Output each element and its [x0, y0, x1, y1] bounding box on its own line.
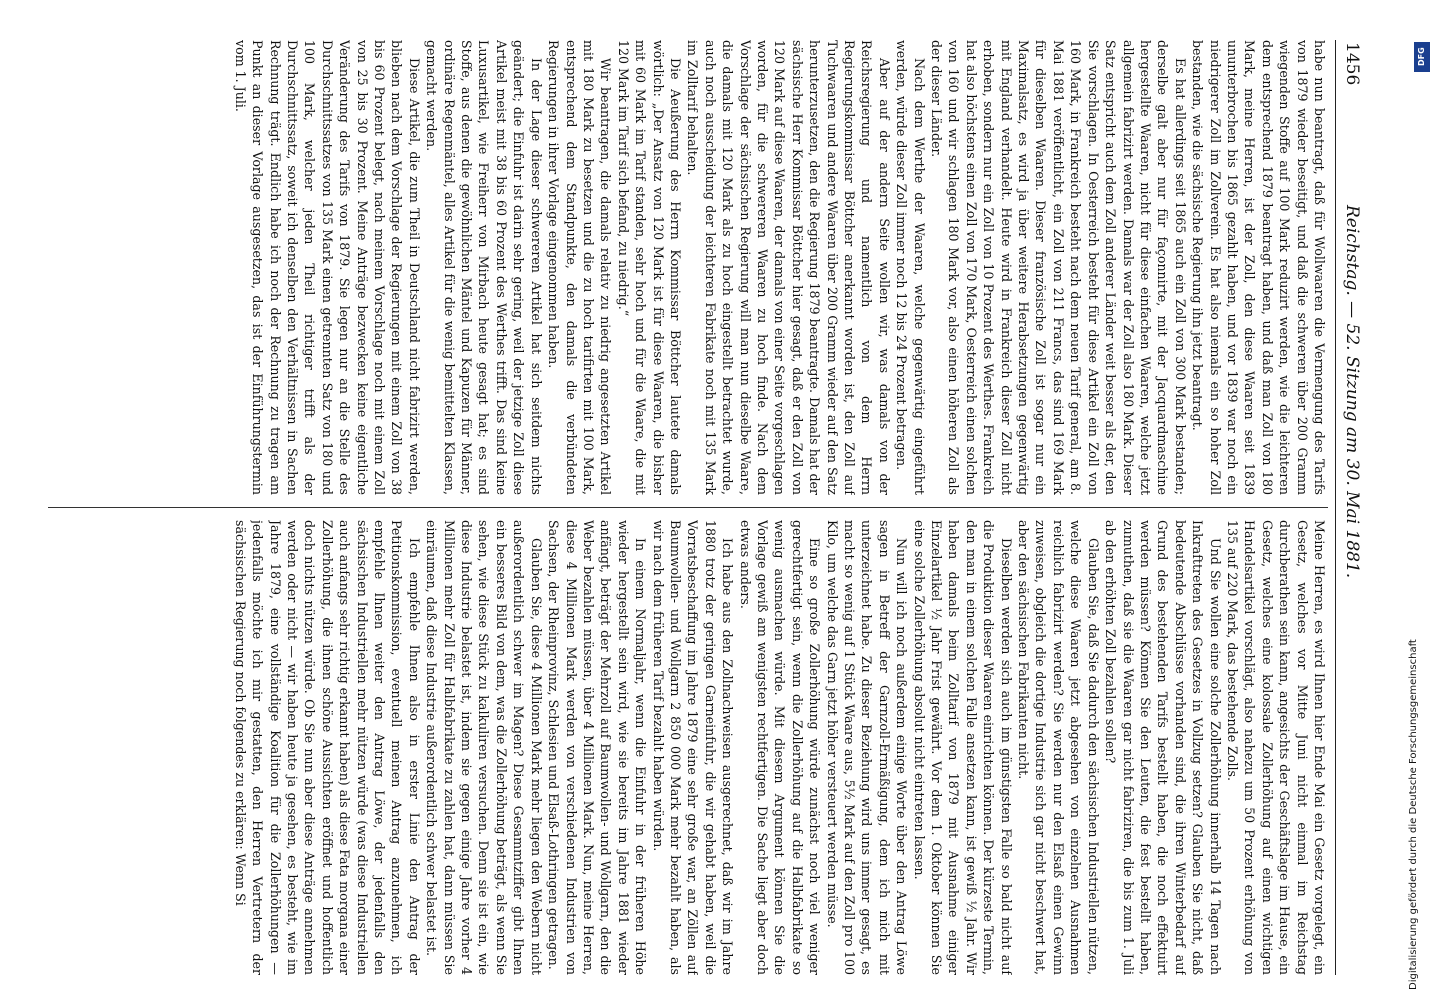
paragraph: Glauben Sie, daß Sie dadurch den sächsischen Industriellen nützen, welche diese Waaren jetzt abgesehen von einzelnen Ausnahmen reichlich fabrizirt werden? Sie werden nur den Elsaß einen Gewinn zuweisen, obgleich die dortige Industrie sich gar nicht beschwert hat, aber den sächsischen Fabrikanten nicht. — [1016, 520, 1101, 975]
paragraph: Ich habe aus den Zollnachweisen ausgerechnet, daß wir im Jahre 1880 trotz der geringen Garneinfuhr, die wir gehabt haben, weil die Vorratsbeschaffung im Jahre 1879 eine sehr große war, an Zöllen auf Baumwollen- und Wollgarn 2 850 000 Mark mehr bezahlt haben, als wir nach dem früheren Tarif bezahlt haben würden. — [650, 520, 736, 975]
header-rule — [1335, 40, 1336, 975]
column-divider — [48, 507, 1328, 508]
paragraph: Ich empfehle Ihnen also in erster Linie den Antrag der Petitionskommission, eventuell meinen Antrag anzunehmen, ich empfehle Ihnen weiter den Antrag Löwe, der jedenfalls den sächsischen Industriellen mehr nützen würde (was diese Industriellen auch anfangs sehr richtig erkannt haben) als diese Fata morgana einer Zollerhöhung, die ihnen schöne Aussichten eröffnet und hoffentlich doch nichts nützen würde. Ob Sie nun aber diese Anträge annehmen werden oder nicht — wir haben heute ja gesehen, es besteht, wie im Jahre 1879, eine vollständige Koalition für die Zollerhöhungen — jedenfalls möchte ich mir gestatten, den Herren Vertretern der sächsischen Regierung noch folgendes zu erklären: Wenn Si — [232, 520, 422, 975]
paragraph: Es hat allerdings seit 1865 auch ein Zoll von 300 Mark bestanden; derselbe galt aber nur für façonnirte, mit der Jacquardmaschine hergestellte Waaren, nicht für diese einfachen Waaren, welche jetzt allgemein fabrizirt werden. Damals war der Zoll also 180 Mark. Dieser Satz entspricht auch dem Zoll anderer Länder weit besser als der, den Sie vorschlagen. In Oesterreich besteht für diese Artikel ein Zoll von 160 Mark, in Frankreich besteht nach dem neuen Tarif general, am 8. Mai 1881 veröffentlicht, ein Zoll von 211 Francs, das sind 169 Mark für dieselben Waaren. Dieser französische Zoll ist sogar nur ein Maximalsatz, es wird ja über weitere Herabsetzungen gegenwärtig mit England verhandelt. Heute wird in Frankreich dieser Zoll nicht erhoben, sondern nur ein Zoll von 10 Prozent des Werthes. Frankreich hat also höchstens einen Zoll von 170 Mark, Oesterreich einen solchen von 160 und wir schlagen 180 Mark vor, also einen höheren Zoll als der dieser Länder. — [929, 40, 1188, 495]
paragraph: In einem Normaljahr, wenn die Einfuhr in der früheren Höhe wieder hergestellt sein wird, wie sie bereits im Jahre 1881 wieder anfängt, beträgt der Mehrzoll auf Baumwollen- und Wollgarn, den die Weber bezahlen müssen, über 4 Millionen Mark. Nun, meine Herren, diese 4 Millionen Mark werden von verschiedenen Industrien von Sachsen, der Rheinprovinz, Schlesien und Elsaß-Lothringen getragen. — [546, 520, 649, 975]
paragraph: Wir beantragen, die damals relativ zu niedrig angesetzten Artikel mit 180 Mark zu besetzen und die zu hoch tarifirten mit 100 Mark, entsprechend dem Standpunkte, den damals die verbündeten Regierungen in ihrer Vorlage eingenommen haben. — [546, 40, 614, 495]
paragraph: Und Sie wollen eine solche Zollerhöhung innerhalb 14 Tagen nach Inkrafttreten des Gesetzes in Vollzug setzen? Glauben Sie nicht, daß bedeutende Abschlüsse vorhanden sind, die ihren Winterbedarf auf Grund des bestehenden Tarifs bestellt haben, die noch effektuirt werden müssen? Können Sie den Leuten, die fest bestellt haben, zumuthen, daß sie die Waaren gar nicht fabriziren, die bis zum 1. Juli ab den erhöhten Zoll bezahlen sollen? — [1103, 520, 1223, 975]
running-header: Reichstag. — 52. Sitzung am 30. Mai 1881. — [1342, 205, 1362, 579]
paragraph: habe nun beantragt, daß für Wollwaaren die Vermengung des Tarifs von 1879 wieder beseitigt, und daß die schweren über 200 Gramm wiegenden Stoffe auf 100 Mark reduzirt werden, wie die leichteren dem entsprechend 1879 beantragt haben, und daß man Zoll von 180 Mark, meine Herren, ist der Zoll, den diese Waaren seit 1839 ununterbrochen bis 1865 gezahlt haben, und vor 1839 war noch ein niedrigerer Zoll im Zollverein. Es hat also niemals ein so hoher Zoll bestanden, wie die sächsische Regierung ihn jetzt beantragt. — [1190, 40, 1327, 495]
paragraph: Meine Herren, es wird Ihnen hier Ende Mai ein Gesetz vorgelegt, ein Gesetz, welches vor Mitte Juni nicht einmal im Reichstag durchberathen sein kann, angesichts der Geschäftslage im Hause, ein Gesetz, welches eine kolossale Zollerhöhung auf einen wichtigen Handelsartikel vorschlägt, also nahezu um 50 Prozent erhöhung von 135 auf 220 Mark, das bestehende Zolls. — [1224, 520, 1327, 975]
dfg-logo: DFG — [1414, 42, 1430, 72]
paragraph: Nach dem Werthe der Waaren, welche gegenwärtig eingeführt werden, würde dieser Zoll immer noch 12 bis 24 Prozent betragen. — [894, 40, 927, 495]
paragraph: In der Lage dieser schwereren Artikel hat sich seitdem nichts geändert; die Einfuhr ist darin sehr gering, weil der jetzige Zoll diese Artikel meist mit 38 bis 60 Prozent des Werthes trifft. Das sind keine Luxusartikel, wie Freiherr von Mirbach heute gesagt hat; es sind Stoffe, aus denen die gewöhnlichen Mäntel und Kapuzen für Männer, ordinäre Regenmäntel, alles Artikel für die wenig bemittelten Klassen, gemacht werden. — [424, 40, 544, 495]
right-column — [48, 520, 1328, 975]
newspaper-page — [35, 20, 1370, 995]
page-number: 1456 — [1342, 42, 1362, 86]
paragraph: Aber auf der andern Seite wollen wir, was damals von der Reichsregierung und namentlich von dem Herrn Regierungskommissar Böttcher anerkannt worden ist, den Zoll auf Tuchwaaren und andere Waaren über 200 Gramm wieder auf den Satz herunterzusetzen, den die Regierung 1879 beantragte. Damals hat der sächsische Herr Kommissar Böttcher hier gesagt, daß er den Zoll von 120 Mark auf diese Waaren, der damals von einer Seite vorgeschlagen worden, für die schwereren Waaren zu hoch finde. Nach dem Vorschlage der sächsischen Regierung will man nun dieselbe Waare, die damals mit 120 Mark als zu hoch eingestellt betrachtet wurde, auch noch ausscheidung der leichteren Fabrikate noch mit 135 Mark im Zolltarif behalten. — [685, 40, 892, 495]
left-column — [48, 40, 1328, 495]
paragraph: Diese Artikel, die zum Theil in Deutschland nicht fabrizirt werden, blieben nach dem Vorschlage der Regierungen mit einem Zoll von 38 bis 60 Prozent belegt, nach meinem Vorschlage noch mit einem Zoll von 25 bis 30 Prozent. Meine Anträge bezwecken keine eigentliche Veränderung des Tarifs von 1879. Sie legen nur an die Stelle des Durchschnittssatzes von 135 Mark einen getrennten Satz von 180 und 100 Mark, welcher jeden Theil richtiger trifft als der Durchschnittssatz, soweit ich denselben den Verhältnissen in Sachen Rechnung trägt. Endlich habe ich noch der Rechnung zu tragen am Punkt an dieser Vorlage ausgesetzen, das ist der Einführungstermin vom 1. Juli. — [232, 40, 422, 495]
paragraph: Eine so große Zollerhöhung würde zunächst noch viel weniger gerechtfertigt sein, wenn die Zollerhöhung auf die Halbfabrikate so wenig ausmachen würde. Mit diesem Argument können Sie die Vorlage gewiß am wenigsten rechtfertigen. Die Sache liegt aber doch etwas anders. — [737, 520, 823, 975]
digitization-credit: Digitalisierung gefördert durch die Deutsche Forschungsgemeinschaft — [1408, 639, 1419, 990]
paragraph: Glauben Sie, diese 4 Millionen Mark mehr liegen den Webern nicht außerordentlich schwer im Magen? Diese Gesammtziffer gibt Ihnen ein besseres Bild von dem, was die Zollerhöhung beträgt, als wenn Sie sehen, wie diese Stück zu kalkuliren versuchen. Denn sie ist ein, wie diese Industrie belastet ist, indem sie gegen einige Jahre vorher 4 Millionen mehr Zoll für Halbfabrikate zu zahlen hat, dann müssen Sie einräumen, daß diese Industrie außerordentlich schwer belastet ist. — [424, 520, 544, 975]
paragraph: Dieselben werden sich auch im günstigsten Falle so bald nicht auf die Produktion dieser Waaren einrichten können. Der kürzeste Termin, den man in einem solchen Falle ansetzen kann, ist gewiß ½ Jahr. Wir haben damals beim Zolltarif von 1879 mit Ausnahme einiger Einzelartikel ½ Jahr Frist gewährt. Vor dem 1. Oktober können Sie eine solche Zollerhöhung absolut nicht eintreten lassen. — [911, 520, 1014, 975]
paragraph: Die Aeußerung des Herrn Kommissar Böttcher lautete damals wörtlich: „Der Ansatz von 120 Mark ist für diese Waaren, die bisher mit 60 Mark im Tarif standen, sehr hoch und für die Waare, die mit 120 Mark im Tarif sich befand, zu niedrig.“ — [615, 40, 683, 495]
paragraph: Nun will ich noch außerdem einige Worte über den Antrag Löwe sagen in Betreff der Garnzoll-Ermäßigung, dem ich mich mit unterzeichnet habe. Zu dieser Beziehung wird uns immer gesagt, es macht so wenig auf 1 Stück Waare aus, 5½ Mark auf den Zoll pro 100 Kilo, um welche das Garn jetzt höher versteuert werden müsse. — [824, 520, 910, 975]
